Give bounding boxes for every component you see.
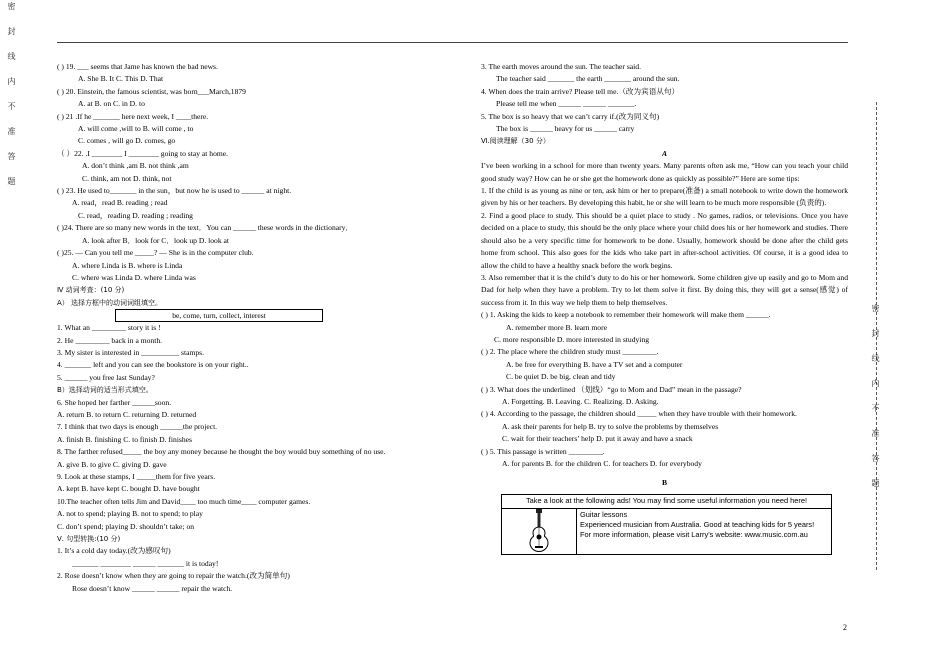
transform-3-blank: The teacher said _______ the earth _______ around the sun. bbox=[496, 74, 680, 84]
passage-a-paragraph-4: 3. Also remember that it is the child’s duty to do his or her homework. Some children give up easily and go to Mom and Dad for help when they have a problem. Try to let them solve it first. By doing this, they will get a sense(感觉) of success from it. In this way we help them to help themselves. bbox=[481, 272, 848, 307]
transform-1-stem: 1. It’s a cold day today.(改为感叹句) bbox=[57, 546, 171, 556]
passage-a-paragraph-1: I’ve been working in a school for more than twenty years. Many parents often ask me, “How can you teach your child good study way? How can he or she get the homework done as quickly as possible?” Here are some tips: bbox=[481, 161, 848, 183]
seal-text-left: 密封线内不准答题 bbox=[7, 2, 16, 202]
question-22-stem: （ ）22. .I ________ I ________ going to stay at home. bbox=[57, 148, 229, 158]
question-22-options-1: A. don’t think ,am B. not think ,am bbox=[82, 161, 189, 171]
question-21-options-2: C. comes , will go D. comes, go bbox=[78, 136, 176, 146]
reading-q1-stem: ( ) 1. Asking the kids to keep a notebook to remember their homework will make them ______. bbox=[481, 310, 771, 320]
reading-q5-options: A. for parents B. for the children C. for teachers D. for everybody bbox=[502, 459, 702, 468]
transform-5-blank: The box is ______ heavy for us ______ carry bbox=[496, 124, 635, 134]
question-23-stem: ( ) 23. He used to_______ in the sun，but now he is used to ______ at night. bbox=[57, 186, 292, 196]
question-7-options: A. finish B. finishing C. to finish D. finishes bbox=[57, 434, 193, 444]
question-21-options-1: A. will come ,will to B. will come , to bbox=[78, 124, 194, 134]
reading-q4-options-2: C. wait for their teachers’ help D. put it away and have a snack bbox=[502, 434, 693, 444]
right-column bbox=[481, 61, 848, 555]
transform-1-blank: _______ ________ ______ _______ it is today! bbox=[72, 558, 219, 568]
reading-q5-stem: ( ) 5. This passage is written _________. bbox=[481, 446, 605, 456]
transform-3-stem: 3. The earth moves around the sun. The teacher said. bbox=[481, 62, 641, 71]
question-6-options: A. return B. to return C. returning D. returned bbox=[57, 409, 197, 419]
part-b-title: B）选择动词的适当形式填空。 bbox=[57, 386, 153, 395]
transform-4-blank: Please tell me when ______ ______ _______. bbox=[496, 99, 637, 109]
question-22-options-2: C. think, am not D. think, not bbox=[82, 173, 172, 183]
ad-header: Take a look at the following ads! You may find some useful information you need here! bbox=[502, 495, 831, 509]
fill-item-4: 4. _______ left and you can see the bookstore is on your right.. bbox=[57, 360, 249, 370]
question-9-stem: 9. Look at these stamps, I _____them for five years. bbox=[57, 472, 216, 481]
passage-a-paragraph-3: 2. Find a good place to study. This should be a quiet place to study . No games, radios, or televisions. Once you have decided on a place to study, this should be the only place where your child does his or her homework and studies. There should also be a very specific time for homework to be done. Usually, homework should be done after the child gets home from school. This also goes for the kids who take part in after-school activities. Of course, it is a good idea to allow the child to have a healthy snack before the work begins. bbox=[481, 210, 848, 270]
question-21-stem: ( ) 21 .If he _______ here next week, I ____there. bbox=[57, 111, 209, 121]
ad-box bbox=[501, 494, 832, 555]
section-6-title: Ⅵ.阅读理解（30 分） bbox=[481, 137, 550, 146]
question-25-options-1: A. where Linda is B. where is Linda bbox=[72, 260, 183, 270]
question-7-stem: 7. I think that two days is enough ______the project. bbox=[57, 422, 218, 432]
passage-a-paragraph-2: 1. If the child is as young as nine or ten, ask him or her to prepare(准备) a small notebook to write down the homework given by his or her teachers. By developing this habit, he or she will learn to be much more responsible (负责的). bbox=[481, 186, 848, 208]
page-number: 2 bbox=[843, 623, 847, 632]
passage-b-title: B bbox=[661, 478, 668, 488]
part-a-title: A） 选择方框中的动词词组填空。 bbox=[57, 298, 163, 307]
reading-q2-stem: ( ) 2. The place where the children study must _________. bbox=[481, 347, 659, 357]
reading-q4-options-1: A. ask their parents for help B. try to solve the problems by themselves bbox=[502, 421, 719, 431]
header-rule bbox=[57, 42, 848, 43]
guitar-icon bbox=[502, 509, 577, 554]
reading-q3-options: A. Forgetting. B. Leaving. C. Realizing. D. Asking. bbox=[502, 396, 659, 406]
reading-q1-options-1: A. remember more B. learn more bbox=[506, 322, 607, 332]
transform-2-blank: Rose doesn’t know ______ ______ repair the watch. bbox=[72, 583, 233, 593]
question-24-options: A. look after B．look for C．look up D. look at bbox=[82, 235, 230, 245]
fill-item-3: 3. My sister is interested in __________ stamps. bbox=[57, 347, 205, 357]
reading-q2-options-2: C. be quiet D. be big, clean and tidy bbox=[506, 372, 616, 382]
question-10-options-1: A. not to spend; playing B. not to spend; to play bbox=[57, 509, 203, 519]
question-10-options-2: C. don’t spend; playing D. shouldn’t take; on bbox=[57, 521, 195, 531]
fill-item-5: 5. ______ you free last Sunday? bbox=[57, 372, 155, 382]
ad-line-1: Guitar lessons bbox=[580, 509, 628, 519]
question-25-options-2: C. where was Linda D. where Linda was bbox=[72, 272, 196, 282]
question-8-options: A. give B. to give C. giving D. gave bbox=[57, 459, 167, 469]
transform-5-stem: 5. The box is so heavy that we can’t carry if.(改为同义句) bbox=[481, 111, 660, 121]
transform-2-stem: 2. Rose doesn’t know when they are going to repair the watch.(改为简单句) bbox=[57, 571, 290, 581]
question-9-options: A. kept B. have kept C. bought D. have bought bbox=[57, 484, 200, 494]
ad-line-3: For more information, please visit Larry’s website: www.music.com.au bbox=[580, 529, 808, 539]
fill-item-1: 1. What an _________ story it is ! bbox=[57, 323, 161, 333]
reading-q2-options-1: A. be free for everything B. have a TV set and a computer bbox=[506, 359, 683, 369]
transform-4-stem: 4. When does the train arrive? Please tell me.（改为宾语从句） bbox=[481, 86, 680, 96]
left-column bbox=[57, 61, 457, 595]
fill-item-2: 2. He _________ back in a month. bbox=[57, 335, 163, 345]
seal-text-right: 密封线内不准答题 bbox=[871, 304, 880, 504]
question-8-stem: 8. The farther refused_____ the boy any money because he thought the boy would buy something of no use. bbox=[57, 447, 386, 457]
section-4-title: Ⅳ 动词考查：(10 分) bbox=[57, 286, 125, 295]
word-box: be, come, turn, collect, interest bbox=[115, 309, 323, 322]
question-23-options-1: A. read，read B. reading ; read bbox=[72, 198, 168, 208]
reading-q3-stem: ( ) 3. What does the underlined （划线）“go to Mom and Dad” mean in the passage? bbox=[481, 384, 742, 394]
question-20-stem: ( ) 20. Einstein, the famous scientist, was born___March,1879 bbox=[57, 86, 246, 96]
reading-q1-options-2: C. more responsible D. more interested in studying bbox=[494, 334, 650, 344]
question-23-options-2: C. read，reading D. reading ; reading bbox=[78, 210, 193, 220]
question-25-stem: ( )25. — Can you tell me _____? — She is in the computer club. bbox=[57, 248, 254, 258]
question-19-options: A. She B. It C. This D. That bbox=[78, 74, 164, 84]
question-20-options: A. at B. on C. in D. to bbox=[78, 99, 145, 109]
question-10-stem: 10.The teacher often tells Jim and David____ too much time____ computer games. bbox=[57, 496, 311, 506]
question-24-stem: ( )24. There are so many new words in the text．You can ______ these words in the dictionary． bbox=[57, 223, 354, 233]
passage-a-title: A bbox=[661, 148, 668, 158]
question-19-stem: ( ) 19. ___ seems that Jame has known the bad news. bbox=[57, 62, 218, 71]
section-5-title: Ⅴ. 句型转换:(10 分) bbox=[57, 535, 121, 544]
reading-q4-stem: ( ) 4. According to the passage, the children should _____ when they have trouble with their homework. bbox=[481, 409, 797, 419]
question-6-stem: 6. She hoped her farther ______soon. bbox=[57, 397, 172, 407]
ad-line-2: Experienced musician from Australia. Good at teaching kids for 5 years! bbox=[580, 519, 815, 529]
